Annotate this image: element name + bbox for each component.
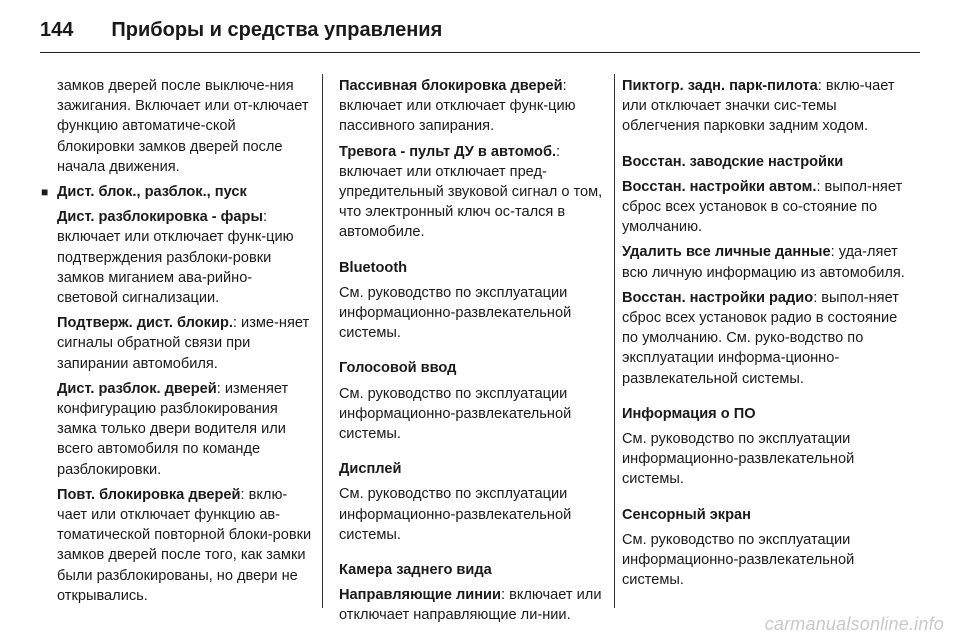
section-heading: Камера заднего вида: [339, 562, 492, 579]
section-heading: Информация о ПО: [622, 405, 756, 422]
setting-item: Пассивная блокировка дверей: включает или отключает функ-цию пассивного запирания.: [339, 78, 576, 135]
intro-paragraph: замков дверей после выключе-ния зажигания. Включает или от-ключает функцию автоматиче-ской блокировки замков дверей после начала движения.: [57, 78, 309, 175]
setting-item: Пиктогр. задн. парк-пилота: вклю-чает или отключает значки сис-темы облегчения парковки задним ходом.: [622, 78, 895, 135]
watermark: carmanualsonline.info: [764, 614, 944, 634]
bullet-square-icon: ■: [41, 185, 49, 200]
page-title: Приборы и средства управления: [111, 18, 443, 41]
setting-item: Удалить все личные данные: уда-ляет всю личную информацию из автомобиля.: [622, 244, 905, 281]
section-heading: Дисплей: [339, 461, 402, 478]
section-text: См. руководство по эксплуатации информационно-развлекательной системы.: [622, 431, 855, 488]
section-text: См. руководство по эксплуатации информационно-развлекательной системы.: [622, 531, 855, 589]
section-heading: Bluetooth: [339, 259, 408, 276]
section-text: См. руководство по эксплуатации информационно-развлекательной системы.: [339, 486, 572, 543]
column-3: [622, 76, 908, 595]
setting-item: Восстан. настройки радио: выпол-няет сброс всех установок радио в состояние по умолчанию. См. руко-водство по эксплуатации информа-ционно-развлекательной системы.: [622, 289, 899, 387]
section-heading: Сенсорный экран: [622, 506, 751, 523]
bullet-section: [41, 182, 312, 606]
section-text: См. руководство по эксплуатации информационно-развлекательной системы.: [339, 385, 572, 443]
setting-item: Дист. разблокировка - фары: включает или отключает функ-цию подтверждения разблоки-ровки замков миганием ава-рийно-световой сигнализации.: [57, 209, 294, 307]
setting-item: Направляющие линии: включает или отключает направляющие ли-нии.: [339, 587, 602, 624]
section-heading: Голосовой ввод: [339, 360, 457, 377]
section-heading: Восстан. заводские настройки: [622, 153, 844, 170]
page-header: [40, 8, 920, 53]
setting-item: Повт. блокировка дверей: вклю-чает или отключает функцию ав-томатической повторной блоки-ровки замков дверей после того, как замки были разблокированы, но двери не открывались.: [57, 486, 312, 604]
setting-item: Тревога - пульт ДУ в автомоб.: включает или отключает пред-упредительный звуковой сигнал о том, что электронный ключ ос-тался в автомобиле.: [339, 143, 603, 241]
page-number: 144: [40, 18, 74, 41]
column-2: [339, 76, 607, 631]
column-divider: [322, 74, 323, 608]
setting-item: Дист. разблок. дверей: изменяет конфигурацию разблокирования замка только двери водителя или всего автомобиля по команде разблокировки.: [57, 380, 289, 478]
column-1: [41, 76, 312, 611]
column-divider: [614, 74, 615, 608]
bullet-heading: Дист. блок., разблок., пуск: [57, 184, 247, 201]
setting-item: Подтверж. дист. блокир.: изме-няет сигналы обратной связи при запирании автомобиля.: [57, 315, 310, 372]
setting-item: Восстан. настройки автом.: выпол-няет сброс всех установок в со-стояние по умолчанию.: [622, 178, 903, 236]
section-text: См. руководство по эксплуатации информационно-развлекательной системы.: [339, 284, 572, 342]
